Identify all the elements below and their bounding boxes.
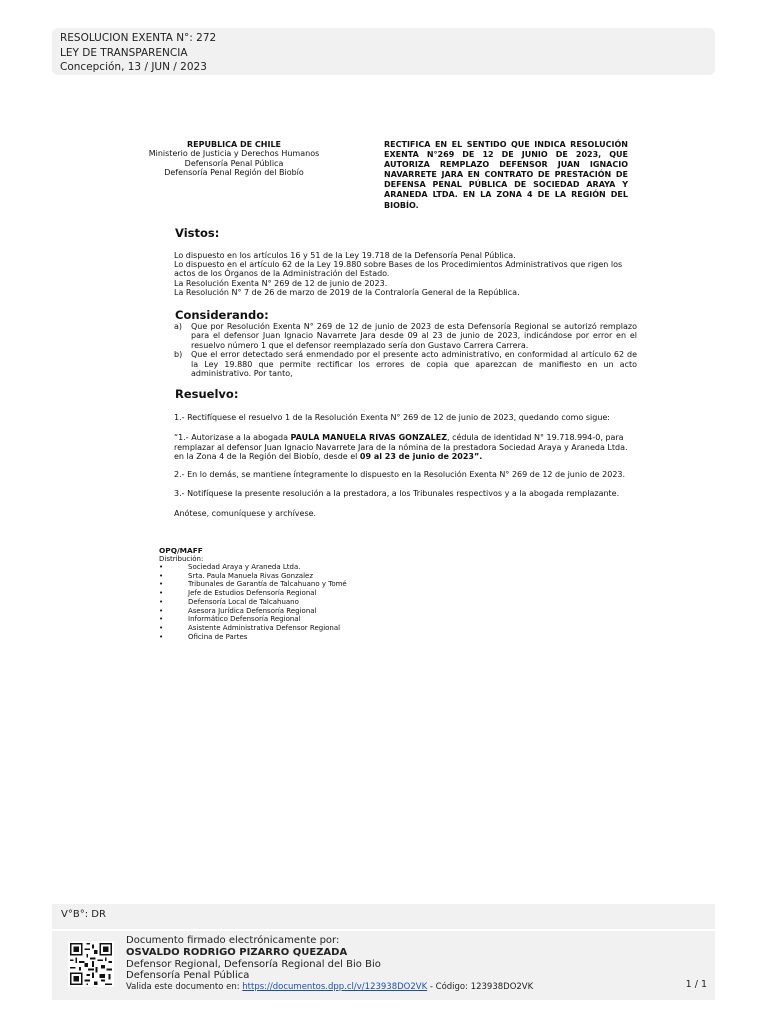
considerando-heading: Considerando: bbox=[175, 308, 269, 322]
bullet-icon: • bbox=[159, 571, 164, 580]
distribution-item bbox=[159, 563, 347, 572]
vistos-line: La Resolución Exenta N° 269 de 12 de junio de 2023. bbox=[174, 278, 388, 288]
vistos-heading: Vistos: bbox=[175, 226, 220, 240]
distribution-item bbox=[159, 633, 347, 642]
signed-label: Documento firmado electrónicamente por: bbox=[126, 935, 340, 946]
item-text: Que por Resolución Exenta N° 269 de 12 de junio de 2023 de esta Defensoría Regional se autorizó remplazo para el defensor Juan Ignacio Navarrete Jara desde 09 al 23 de junio de 2023, indicándose por error en el resuelvo número 1 que el defensor reemplazado sería don Gustavo Carrera Carrera. bbox=[191, 322, 637, 350]
vistos-line: Lo dispuesto en los artículos 16 y 51 de la Ley 19.718 de la Defensoría Penal Pública. bbox=[174, 251, 516, 260]
institution-block bbox=[118, 140, 350, 178]
document-date: Concepción, 13 / JUN / 2023 bbox=[60, 61, 207, 73]
bullet-icon: • bbox=[159, 580, 164, 589]
distribution-recipient: Asesora Jurídica Defensoría Regional bbox=[188, 606, 317, 615]
signer-name: OSVALDO RODRIGO PIZARRO QUEZADA bbox=[126, 946, 348, 958]
attorney-name: PAULA MANUELA RIVAS GONZALEZ bbox=[290, 433, 447, 442]
distribution-recipient: Jefe de Estudios Defensoría Regional bbox=[188, 589, 317, 598]
institution-ministry: Ministerio de Justicia y Derechos Humanos bbox=[148, 149, 320, 159]
resuelvo-point-3: 3.- Notifíquese la presente resolución a la prestadora, a los Tribunales respectivos y a la abogada remplazante. bbox=[174, 489, 620, 498]
distribution-item bbox=[159, 598, 347, 607]
approval-bar bbox=[52, 904, 715, 929]
resuelvo-quote bbox=[174, 433, 640, 462]
replacement-dates: 09 al 23 de junio de 2023”. bbox=[359, 452, 483, 462]
distribution-item bbox=[159, 615, 347, 624]
item-marker: a) bbox=[174, 322, 183, 331]
signer-organization: Defensoría Penal Pública bbox=[126, 970, 250, 982]
validation-label: Valida este documento en: bbox=[126, 982, 243, 993]
distribution-recipient: Asistente Administrativa Defensor Regional bbox=[188, 623, 341, 632]
verification-code: Código: 123938DO2VK bbox=[435, 982, 534, 993]
qr-code-icon bbox=[68, 941, 114, 987]
bullet-icon: • bbox=[159, 597, 164, 606]
institution-name: REPUBLICA DE CHILE bbox=[187, 140, 281, 149]
bullet-icon: • bbox=[159, 615, 164, 624]
distribution-recipient: Informático Defensoría Regional bbox=[188, 615, 301, 624]
distribution-recipient: Oficina de Partes bbox=[188, 632, 248, 641]
resolution-number: RESOLUCION EXENTA N°: 272 bbox=[60, 32, 217, 44]
distribution-label: Distribución: bbox=[159, 555, 204, 563]
vistos-line: Lo dispuesto en el artículo 62 de la Ley 19.880 sobre Bases de los Procedimientos Administrativos que rigen los bbox=[174, 260, 623, 270]
considerando-item bbox=[174, 322, 637, 350]
transparency-label: LEY DE TRANSPARENCIA bbox=[60, 46, 188, 59]
institution-region: Defensoría Penal Región del Biobío bbox=[164, 168, 304, 178]
signature-details bbox=[126, 935, 533, 994]
distribution-item bbox=[159, 572, 347, 581]
bullet-icon: • bbox=[159, 606, 164, 615]
distribution-recipient: Tribunales de Garantía de Talcahuano y Tomé bbox=[188, 580, 347, 589]
distribution-item bbox=[159, 607, 347, 616]
resuelvo-point-1: 1.- Rectifíquese el resuelvo 1 de la Resolución Exenta N° 269 de 12 de junio de 2023, quedando como sigue: bbox=[174, 413, 611, 422]
document-header bbox=[52, 28, 715, 75]
distribution-list bbox=[159, 563, 347, 641]
bullet-icon: • bbox=[159, 563, 164, 571]
resuelvo-point-2: 2.- En lo demás, se mantiene íntegramente lo dispuesto en la Resolución Exenta N° 269 de 12 de junio de 2023. bbox=[174, 470, 626, 479]
quote-text: , cédula de identidad N° 19.718.994-0, para remplazar al defensor Juan Ignacio Navarrete Jara de la nómina de la prestadora Sociedad Araya y Araneda Ltda. en la Zona 4 de la Región del Biobío, desde el bbox=[174, 433, 628, 462]
vistos-line: actos de los Órganos de la Administración del Estado. bbox=[174, 269, 390, 279]
item-text: Que el error detectado será enmendado por el presente acto administrativo, en conformidad al artículo 62 de la Ley 19.880 que permite rectificar los errores de copia que aparezcan de manifiesto en un acto administrativo. Por tanto, bbox=[191, 350, 637, 379]
page-indicator: 1 / 1 bbox=[685, 979, 707, 990]
bullet-icon: • bbox=[159, 623, 164, 632]
validation-line bbox=[126, 982, 533, 994]
distribution-item bbox=[159, 624, 347, 633]
signature-box bbox=[52, 931, 715, 1000]
signer-role: Defensor Regional, Defensoría Regional del Bio Bio bbox=[126, 958, 381, 970]
distribution-item bbox=[159, 589, 347, 598]
distribution-recipient: Srta. Paula Manuela Rivas Gonzalez bbox=[188, 571, 314, 580]
resuelvo-heading: Resuelvo: bbox=[175, 387, 239, 401]
quote-text: “1.- Autorizase a la abogada bbox=[174, 433, 291, 442]
item-marker: b) bbox=[174, 350, 183, 360]
closing-formula: Anótese, comuníquese y archívese. bbox=[174, 509, 317, 518]
vistos-body bbox=[174, 251, 637, 297]
institution-agency: Defensoría Penal Pública bbox=[184, 158, 284, 168]
resolution-subject: RECTIFICA EN EL SENTIDO QUE INDICA RESOLUCIÓN EXENTA N°269 DE 12 DE JUNIO DE 2023, QUE AUTORIZA REMPLAZO DEFENSOR JUAN IGNACIO NAVARRETE JARA EN CONTRATO DE PRESTACIÓN DE DEFENSA PENAL PÚBLICA DE SOCIEDAD ARAYA Y ARANEDA LTDA. EN LA ZONA 4 DE LA REGIÓN DEL BIOBÍO. bbox=[384, 140, 628, 210]
bullet-icon: • bbox=[159, 632, 164, 641]
bullet-icon: • bbox=[159, 589, 164, 598]
considerando-list bbox=[174, 322, 637, 378]
considerando-item bbox=[174, 350, 637, 378]
vistos-line: La Resolución N° 7 de 26 de marzo de 2019 de la Contraloría General de la República. bbox=[174, 287, 520, 297]
distribution-item bbox=[159, 580, 347, 589]
validation-link[interactable]: https://documentos.dpp.cl/v/123938DO2VK bbox=[242, 982, 428, 993]
distribution-recipient: Sociedad Araya y Araneda Ltda. bbox=[188, 563, 301, 571]
author-initials: OPQ/MAFF bbox=[159, 546, 203, 555]
distribution-recipient: Defensoría Local de Talcahuano bbox=[188, 597, 299, 606]
separator: - bbox=[427, 982, 436, 993]
approval-initials: V°B°: DR bbox=[61, 909, 106, 920]
